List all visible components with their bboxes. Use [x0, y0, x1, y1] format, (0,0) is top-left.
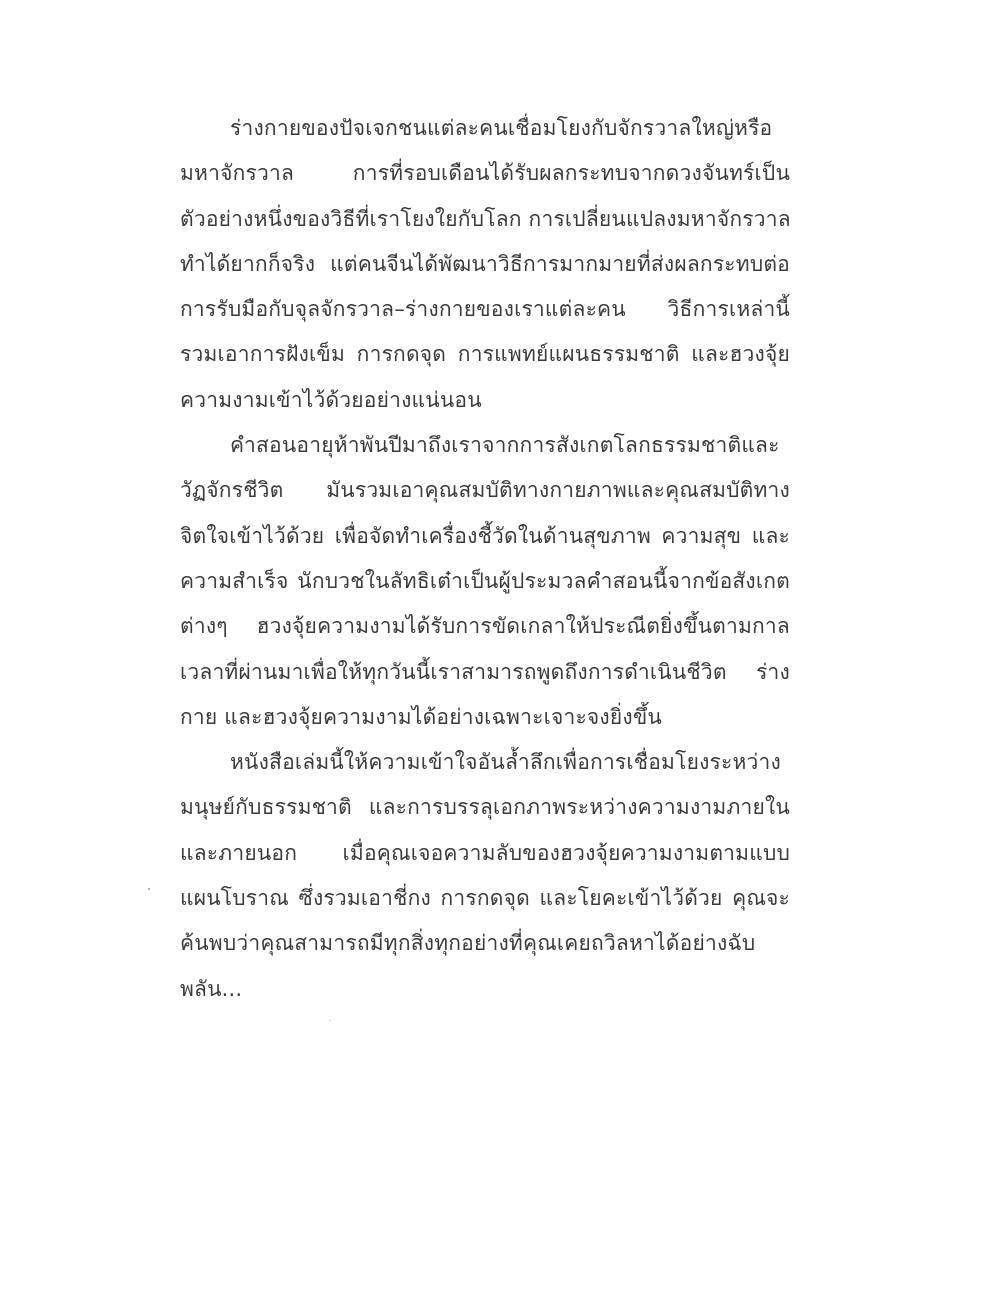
text-line: และภายนอก เมื่อคุณเจอความลับของฮวงจุ้ยความงามตามแบบ	[180, 840, 790, 865]
text-line: มนุษย์กับธรรมชาติ และการบรรลุเอกภาพระหว่างความงามภายใน	[180, 795, 790, 820]
text-line: ร่างกายของปัจเจกชนแต่ละคนเชื่อมโยงกับจักรวาลใหญ่หรือ	[230, 116, 773, 140]
text-line: ความงามเข้าไว้ด้วยอย่างแน่นอน	[180, 387, 482, 412]
paragraph-1	[180, 106, 790, 423]
text-line: คำสอนอายุห้าพันปีมาถึงเราจากการสังเกตโลกธรรมชาติและ	[230, 433, 780, 458]
text-line: มหาจักรวาล การที่รอบเดือนได้รับผลกระทบจากดวงจันทร์เป็น	[180, 161, 790, 186]
paragraph-3	[180, 740, 790, 1012]
text-line: แผนโบราณ ซึ่งรวมเอาชี่กง การกดจุด และโยคะเข้าไว้ด้วย คุณจะ	[180, 886, 790, 911]
scan-speck	[148, 888, 150, 890]
text-line: พลัน...	[180, 976, 243, 1001]
text-line: วัฏจักรชีวิต มันรวมเอาคุณสมบัติทางกายภาพและคุณสมบัติทาง	[180, 478, 790, 503]
text-line: หนังสือเล่มนี้ให้ความเข้าใจอันล้ำลึกเพื่อการเชื่อมโยงระหว่าง	[230, 750, 781, 775]
text-line: กาย และฮวงจุ้ยความงามได้อย่างเฉพาะเจาะจงยิ่งขึ้น	[180, 704, 662, 729]
scan-speck	[330, 1020, 331, 1021]
body-text	[180, 106, 790, 1012]
text-line: เวลาที่ผ่านมาเพื่อให้ทุกวันนี้เราสามารถพูดถึงการดำเนินชีวิต ร่าง	[180, 659, 790, 684]
text-line: จิตใจเข้าไว้ด้วย เพื่อจัดทำเครื่องชี้วัดในด้านสุขภาพ ความสุข และ	[180, 523, 790, 548]
text-line: ความสำเร็จ นักบวชในลัทธิเต๋าเป็นผู้ประมวลคำสอนนี้จากข้อสังเกต	[180, 568, 790, 593]
text-line: การรับมือกับจุลจักรวาล–ร่างกายของเราแต่ละคน วิธีการเหล่านี้	[180, 297, 790, 322]
text-line: ค้นพบว่าคุณสามารถมีทุกสิ่งทุกอย่างที่คุณเคยถวิลหาได้อย่างฉับ	[180, 931, 756, 956]
text-line: รวมเอาการฝังเข็ม การกดจุด การแพทย์แผนธรรมชาติ และฮวงจุ้ย	[180, 342, 790, 367]
text-line: ทำได้ยากก็จริง แต่คนจีนได้พัฒนาวิธีการมากมายที่ส่งผลกระทบต่อ	[180, 251, 790, 276]
text-line: ต่างๆ ฮวงจุ้ยความงามได้รับการขัดเกลาให้ประณีตยิ่งขึ้นตามกาล	[180, 614, 790, 639]
text-line: ตัวอย่างหนึ่งของวิธีที่เราโยงใยกับโลก การเปลี่ยนแปลงมหาจักรวาล	[180, 206, 791, 231]
paragraph-2	[180, 423, 790, 740]
